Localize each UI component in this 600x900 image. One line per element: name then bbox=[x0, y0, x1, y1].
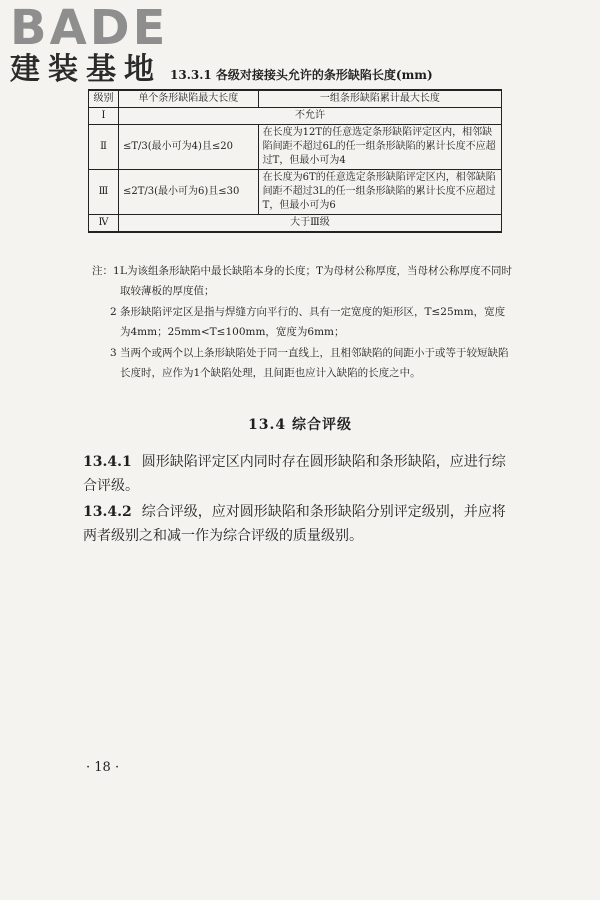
table-header-row bbox=[89, 90, 502, 108]
clause-item bbox=[83, 450, 515, 498]
defect-length-table bbox=[88, 89, 502, 233]
merged-cell: 不允许 bbox=[118, 108, 501, 125]
table-title: 13.3.1 各级对接接头允许的条形缺陷长度(mm) bbox=[170, 68, 433, 82]
logo-mark: BADE bbox=[10, 0, 169, 56]
page-number: · 18 · bbox=[86, 760, 120, 775]
grade-cell: Ⅲ bbox=[89, 170, 119, 215]
single-length-cell: ≤T/3(最小可为4)且≤20 bbox=[118, 125, 258, 170]
header-grade: 级别 bbox=[89, 90, 119, 108]
clause-number: 13.4.2 bbox=[83, 504, 132, 520]
grade-cell: Ⅰ bbox=[89, 108, 119, 125]
note-item bbox=[92, 262, 512, 301]
note-number: 2 bbox=[110, 306, 117, 318]
note-number: 1 bbox=[113, 265, 120, 277]
logo bbox=[10, 0, 169, 88]
clause-text: 圆形缺陷评定区内同时存在圆形缺陷和条形缺陷，应进行综合评级。 bbox=[83, 454, 506, 494]
single-length-cell: ≤2T/3(最小可为6)且≤30 bbox=[118, 170, 258, 215]
section-heading: 13.4 综合评级 bbox=[248, 417, 352, 433]
header-group-length: 一组条形缺陷累计最大长度 bbox=[258, 90, 501, 108]
note-label: 注： bbox=[92, 265, 113, 277]
logo-subtitle: 建装基地 bbox=[10, 52, 162, 87]
grade-cell: Ⅳ bbox=[89, 215, 119, 233]
table-row bbox=[89, 215, 502, 233]
clause-text: 综合评级，应对圆形缺陷和条形缺陷分别评定级别，并应将两者级别之和减一作为综合评级的质量级别。 bbox=[83, 504, 506, 544]
table-row bbox=[89, 125, 502, 170]
clauses bbox=[83, 450, 515, 550]
table-row bbox=[89, 108, 502, 125]
header-single-length: 单个条形缺陷最大长度 bbox=[118, 90, 258, 108]
table-row bbox=[89, 170, 502, 215]
note-item bbox=[92, 344, 512, 383]
merged-cell: 大于Ⅲ级 bbox=[118, 215, 501, 233]
note-item bbox=[92, 303, 512, 342]
note-text: 条形缺陷评定区是指与焊缝方向平行的、具有一定宽度的矩形区，T≤25mm，宽度为4mm；25mm<T≤100mm，宽度为6mm； bbox=[120, 306, 506, 338]
grade-cell: Ⅱ bbox=[89, 125, 119, 170]
table-notes bbox=[92, 262, 512, 385]
group-length-cell: 在长度为12T的任意选定条形缺陷评定区内，相邻缺陷间距不超过6L的任一组条形缺陷的累计长度不应超过T，但最小可为4 bbox=[258, 125, 501, 170]
note-number: 3 bbox=[110, 347, 117, 359]
note-text: 当两个或两个以上条形缺陷处于同一直线上，且相邻缺陷的间距小于或等于较短缺陷长度时，应作为1个缺陷处理，且间距也应计入缺陷的长度之中。 bbox=[120, 347, 509, 379]
note-text: L为该组条形缺陷中最长缺陷本身的长度；T为母材公称厚度，当母材公称厚度不同时取较薄板的厚度值； bbox=[120, 265, 512, 297]
group-length-cell: 在长度为6T的任意选定条形缺陷评定区内，相邻缺陷间距不超过3L的任一组条形缺陷的累计长度不应超过T，但最小可为6 bbox=[258, 170, 501, 215]
clause-item bbox=[83, 500, 515, 548]
clause-number: 13.4.1 bbox=[83, 454, 132, 470]
